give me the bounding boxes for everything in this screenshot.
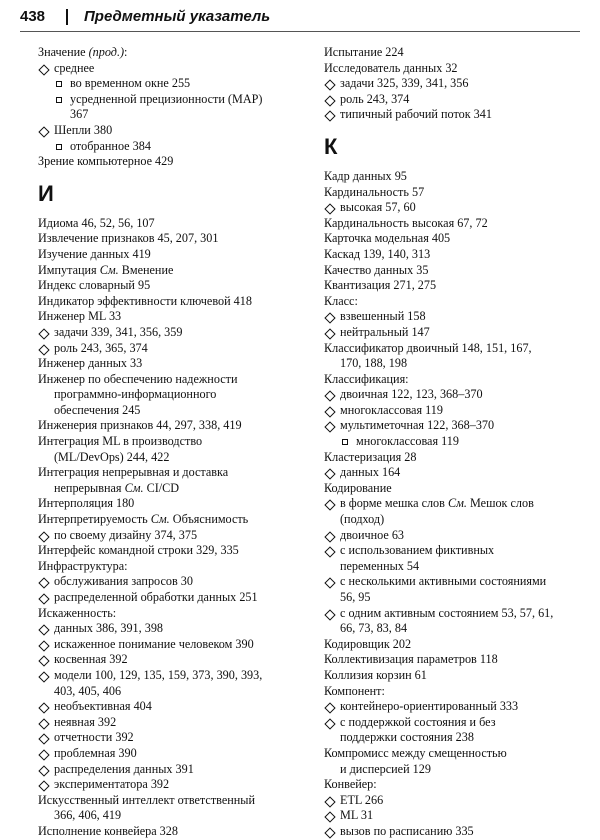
entry-text: обслуживания запросов 30	[54, 574, 193, 589]
entry-text: Инженер по обеспечению надежности	[38, 371, 238, 386]
index-subentry	[324, 92, 594, 108]
entry-text-after: :	[124, 45, 128, 59]
entry-text: роль 243, 374	[340, 91, 410, 106]
index-entry	[38, 465, 306, 481]
index-subentry	[38, 123, 306, 139]
diamond-bullet-icon	[324, 531, 335, 542]
left-entries	[38, 216, 306, 840]
entry-text: Кардинальность 57	[324, 184, 425, 199]
diamond-bullet-icon	[38, 625, 49, 636]
entry-text: по своему дизайну 374, 375	[54, 527, 198, 542]
section-letter-i: И	[38, 180, 54, 206]
index-subentry	[38, 777, 306, 793]
diamond-bullet-icon	[38, 749, 49, 760]
entry-text: Компонент:	[324, 683, 385, 698]
entry-text: Конвейер:	[324, 777, 377, 792]
left-top-entries	[38, 45, 306, 170]
index-subentry	[38, 528, 306, 544]
index-subentry	[324, 543, 594, 559]
index-entry-continuation	[38, 481, 306, 497]
entry-text: 366, 406, 419	[54, 808, 122, 823]
entry-text: во временном окне 255	[70, 76, 191, 91]
entry-text: Инженерия признаков 44, 297, 338, 419	[38, 418, 242, 433]
index-subentry	[38, 637, 306, 653]
entry-text: неявная 392	[54, 714, 117, 729]
index-entry	[324, 231, 594, 247]
entry-text: Шепли 380	[54, 122, 113, 137]
entry-text: данных 386, 391, 398	[54, 621, 164, 636]
diamond-bullet-icon	[38, 531, 49, 542]
diamond-bullet-icon	[324, 391, 335, 402]
index-subentry	[324, 528, 594, 544]
entry-text: 56, 95	[340, 590, 371, 604]
index-subentry	[324, 403, 594, 419]
entry-text: Зрение компьютерное 429	[38, 154, 174, 169]
diamond-bullet-icon	[38, 702, 49, 713]
index-entry-continuation	[324, 512, 594, 528]
entry-text: нейтральный 147	[340, 324, 430, 339]
entry-text: 403, 405, 406	[54, 683, 122, 698]
index-subentry	[324, 808, 594, 824]
entry-text-after: CI/CD	[143, 480, 180, 495]
entry-text: Интерпретируемость	[38, 512, 151, 527]
entry-text: распределенной обработки данных 251	[54, 590, 258, 604]
index-entry	[38, 372, 306, 388]
entry-text-after: Вменение	[118, 262, 174, 277]
index-entry	[324, 263, 594, 279]
index-subentry	[324, 309, 594, 325]
index-entry	[38, 216, 306, 232]
entry-text: многоклассовая 119	[356, 434, 459, 449]
diamond-bullet-icon	[38, 765, 49, 776]
entry-text: Кадр данных 95	[324, 168, 407, 183]
entry-text: типичный рабочий поток 341	[340, 107, 492, 122]
entry-text: Испытание 224	[324, 45, 404, 59]
entry-text: 170, 188, 198	[340, 356, 408, 371]
index-subentry	[324, 699, 594, 715]
index-entry-continuation	[324, 590, 594, 606]
entry-text: косвенная 392	[54, 652, 128, 667]
entry-text: отобранное 384	[70, 138, 151, 153]
index-entry-continuation	[38, 403, 306, 419]
index-subentry	[324, 465, 594, 481]
entry-text: Инфраструктура:	[38, 558, 128, 573]
index-subentry	[38, 574, 306, 590]
index-entry	[38, 356, 306, 372]
entry-text: Классификация:	[324, 371, 409, 386]
entry-text: взвешенный 158	[340, 309, 426, 324]
cross-reference-marker: См.	[447, 496, 467, 511]
entry-text: и дисперсией 129	[340, 761, 431, 776]
square-bullet-icon	[56, 81, 62, 87]
right-column	[324, 45, 594, 840]
index-subentry	[324, 325, 594, 341]
cross-reference-marker: См.	[99, 262, 119, 277]
index-subentry	[324, 387, 594, 403]
diamond-bullet-icon	[38, 780, 49, 791]
diamond-bullet-icon	[324, 313, 335, 324]
index-entry	[38, 418, 306, 434]
diamond-bullet-icon	[38, 344, 49, 355]
index-subentry	[38, 61, 306, 77]
index-subentry	[38, 652, 306, 668]
index-entry	[38, 247, 306, 263]
index-entry	[324, 61, 594, 77]
right-entries	[324, 169, 594, 840]
index-entry	[38, 559, 306, 575]
diamond-bullet-icon	[324, 702, 335, 713]
index-entry	[38, 231, 306, 247]
index-entry	[324, 294, 594, 310]
index-entry	[38, 496, 306, 512]
entry-text: переменных 54	[340, 558, 420, 573]
diamond-bullet-icon	[324, 406, 335, 417]
entry-text: в форме мешка слов	[340, 496, 448, 511]
diamond-bullet-icon	[38, 593, 49, 604]
index-entry	[324, 278, 594, 294]
index-entry	[324, 372, 594, 388]
index-entry	[38, 263, 306, 279]
entry-text: проблемная 390	[54, 745, 137, 760]
diamond-bullet-icon	[38, 640, 49, 651]
index-entry	[324, 777, 594, 793]
entry-text: экспериментатора 392	[54, 777, 170, 792]
entry-text: Коллизия корзин 61	[324, 667, 427, 682]
index-entry	[324, 169, 594, 185]
entry-text: модели 100, 129, 135, 159, 373, 390, 393,	[54, 667, 263, 682]
index-subentry	[324, 418, 594, 434]
index-entry	[38, 793, 306, 809]
page-number: 438	[20, 8, 46, 25]
entry-text: Карточка модельная 405	[324, 231, 451, 246]
entry-text: с поддержкой состояния и без	[340, 714, 496, 729]
entry-text: усредненной прецизионности (MAP)	[70, 91, 263, 106]
index-subentry	[324, 606, 594, 622]
entry-text: вызов по расписанию 335	[340, 823, 474, 838]
diamond-bullet-icon	[324, 578, 335, 589]
entry-text: Интерфейс командной строки 329, 335	[38, 543, 239, 558]
index-subentry	[38, 341, 306, 357]
diamond-bullet-icon	[38, 328, 49, 339]
entry-text: непрерывная	[54, 480, 125, 495]
entry-text: Индекс словарный 95	[38, 278, 151, 293]
entry-text: Импутация	[38, 262, 100, 277]
entry-text: Индикатор эффективности ключевой 418	[38, 293, 252, 308]
diamond-bullet-icon	[324, 469, 335, 480]
index-entry	[324, 637, 594, 653]
index-entry	[38, 824, 306, 840]
square-bullet-icon	[56, 97, 62, 103]
entry-text: Интерполяция 180	[38, 496, 135, 511]
entry-text: Интеграция ML в производство	[38, 434, 203, 449]
index-entry	[324, 45, 594, 61]
index-entry-continuation	[38, 387, 306, 403]
entry-text: 367	[70, 107, 89, 122]
index-subentry	[38, 325, 306, 341]
index-subentry	[324, 200, 594, 216]
index-entry-continuation	[324, 356, 594, 372]
cross-reference-marker: (прод.)	[88, 45, 125, 59]
diamond-bullet-icon	[324, 547, 335, 558]
index-entry	[38, 45, 306, 61]
index-entry-continuation	[324, 559, 594, 575]
index-entry-continuation	[324, 762, 594, 778]
left-column	[38, 45, 306, 840]
diamond-bullet-icon	[38, 671, 49, 682]
index-subentry	[324, 107, 594, 123]
entry-text: Класс:	[324, 293, 358, 308]
index-subsubentry	[38, 139, 306, 155]
index-entry	[38, 434, 306, 450]
entry-text: мультиметочная 122, 368–370	[340, 418, 495, 433]
entry-text: Значение	[38, 45, 89, 59]
entry-text: Компромисс между смещенностью	[324, 745, 507, 760]
entry-text: задачи 325, 339, 341, 356	[340, 76, 469, 91]
entry-text: искаженное понимание человеком 390	[54, 636, 254, 651]
entry-text: программно-информационного	[54, 387, 217, 402]
square-bullet-icon	[56, 144, 62, 150]
diamond-bullet-icon	[324, 796, 335, 807]
diamond-bullet-icon	[324, 827, 335, 838]
index-entry	[38, 154, 306, 170]
entry-text: Извлечение признаков 45, 207, 301	[38, 231, 219, 246]
entry-text: распределения данных 391	[54, 761, 194, 776]
square-bullet-icon	[342, 439, 348, 445]
diamond-bullet-icon	[324, 95, 335, 106]
entry-text: отчетности 392	[54, 730, 134, 745]
diamond-bullet-icon	[324, 422, 335, 433]
index-entry	[324, 668, 594, 684]
diamond-bullet-icon	[324, 80, 335, 91]
index-entry	[38, 606, 306, 622]
entry-text: обеспечения 245	[54, 402, 141, 417]
diamond-bullet-icon	[324, 812, 335, 823]
entry-text: с одним активным состоянием 53, 57, 61,	[340, 605, 554, 620]
diamond-bullet-icon	[324, 203, 335, 214]
entry-text: Изучение данных 419	[38, 246, 151, 261]
index-subentry	[38, 730, 306, 746]
index-entry-continuation	[38, 450, 306, 466]
entry-text: многоклассовая 119	[340, 402, 443, 417]
index-subsubentry	[38, 76, 306, 92]
entry-text: с несколькими активными состояниями	[340, 574, 547, 589]
index-subentry	[38, 699, 306, 715]
header-divider	[66, 9, 68, 25]
section-letter-k: К	[324, 133, 338, 159]
entry-text: Квантизация 271, 275	[324, 278, 437, 293]
index-entry-continuation	[38, 684, 306, 700]
index-entry-continuation	[38, 107, 306, 123]
index-entry	[324, 684, 594, 700]
entry-text: среднее	[54, 60, 95, 75]
index-entry	[324, 481, 594, 497]
diamond-bullet-icon	[324, 500, 335, 511]
running-title: Предметный указатель	[84, 8, 271, 25]
entry-text: Искаженность:	[38, 605, 117, 620]
index-subsubentry	[324, 434, 594, 450]
entry-text: поддержки состояния 238	[340, 730, 474, 745]
index-subentry	[38, 762, 306, 778]
right-top-entries	[324, 45, 594, 123]
entry-text: Кодирование	[324, 480, 392, 495]
cross-reference-marker: См.	[150, 512, 170, 527]
entry-text: Исследователь данных 32	[324, 60, 458, 75]
header-rule	[20, 31, 580, 32]
entry-text: ML 31	[340, 808, 374, 823]
index-subentry	[38, 621, 306, 637]
index-entry-continuation	[38, 808, 306, 824]
index-subentry	[38, 590, 306, 606]
index-entry	[324, 247, 594, 263]
index-entry	[324, 341, 594, 357]
index-entry	[38, 543, 306, 559]
diamond-bullet-icon	[38, 656, 49, 667]
diamond-bullet-icon	[38, 64, 49, 75]
entry-text: Инженер ML 33	[38, 309, 122, 324]
index-subentry	[324, 793, 594, 809]
entry-text: Каскад 139, 140, 313	[324, 246, 431, 261]
entry-text-after: Мешок слов	[466, 496, 534, 511]
entry-text: Кардинальность высокая 67, 72	[324, 215, 488, 230]
index-subentry	[324, 496, 594, 512]
diamond-bullet-icon	[38, 126, 49, 137]
index-entry	[324, 652, 594, 668]
entry-text: с использованием фиктивных	[340, 543, 495, 558]
entry-text: (подход)	[340, 512, 385, 527]
index-entry	[38, 294, 306, 310]
index-subentry	[38, 715, 306, 731]
diamond-bullet-icon	[38, 734, 49, 745]
entry-text: Качество данных 35	[324, 262, 429, 277]
diamond-bullet-icon	[324, 609, 335, 620]
entry-text: Искусственный интеллект ответственный	[38, 792, 255, 807]
entry-text: Классификатор двоичный 148, 151, 167,	[324, 340, 532, 355]
page-header	[0, 0, 600, 34]
entry-text: высокая 57, 60	[340, 200, 416, 215]
entry-text: задачи 339, 341, 356, 359	[54, 324, 183, 339]
index-entry	[324, 450, 594, 466]
entry-text: Коллективизация параметров 118	[324, 652, 498, 667]
index-entry	[324, 746, 594, 762]
index-entry-continuation	[324, 730, 594, 746]
index-entry	[38, 512, 306, 528]
diamond-bullet-icon	[324, 328, 335, 339]
entry-text: Кластеризация 28	[324, 449, 417, 464]
entry-text: ETL 266	[340, 792, 384, 807]
diamond-bullet-icon	[38, 718, 49, 729]
entry-text: Инженер данных 33	[38, 356, 143, 371]
diamond-bullet-icon	[324, 111, 335, 122]
entry-text: необъективная 404	[54, 699, 152, 714]
entry-text: (ML/DevOps) 244, 422	[54, 449, 170, 464]
entry-text: Исполнение конвейера 328	[38, 823, 178, 838]
entry-text: Идиома 46, 52, 56, 107	[38, 215, 155, 230]
entry-text: контейнеро-ориентированный 333	[340, 699, 519, 714]
index-entry	[324, 185, 594, 201]
index-subentry	[324, 824, 594, 840]
index-subentry	[38, 746, 306, 762]
entry-text: Интеграция непрерывная и доставка	[38, 465, 229, 480]
index-subentry	[324, 76, 594, 92]
index-entry-continuation	[324, 621, 594, 637]
cross-reference-marker: См.	[124, 480, 144, 495]
entry-text: двоичное 63	[340, 527, 405, 542]
entry-text-after: Объяснимость	[169, 512, 249, 527]
index-entry	[38, 309, 306, 325]
entry-text: Кодировщик 202	[324, 636, 412, 651]
entry-text: роль 243, 365, 374	[54, 340, 148, 355]
entry-text: двоичная 122, 123, 368–370	[340, 387, 483, 402]
index-entry	[38, 278, 306, 294]
index-entry	[324, 216, 594, 232]
index-subentry	[324, 574, 594, 590]
entry-text: данных 164	[340, 465, 401, 480]
index-subentry	[38, 668, 306, 684]
index-subsubentry	[38, 92, 306, 108]
index-subentry	[324, 715, 594, 731]
diamond-bullet-icon	[38, 578, 49, 589]
diamond-bullet-icon	[324, 718, 335, 729]
entry-text: 66, 73, 83, 84	[340, 621, 408, 636]
